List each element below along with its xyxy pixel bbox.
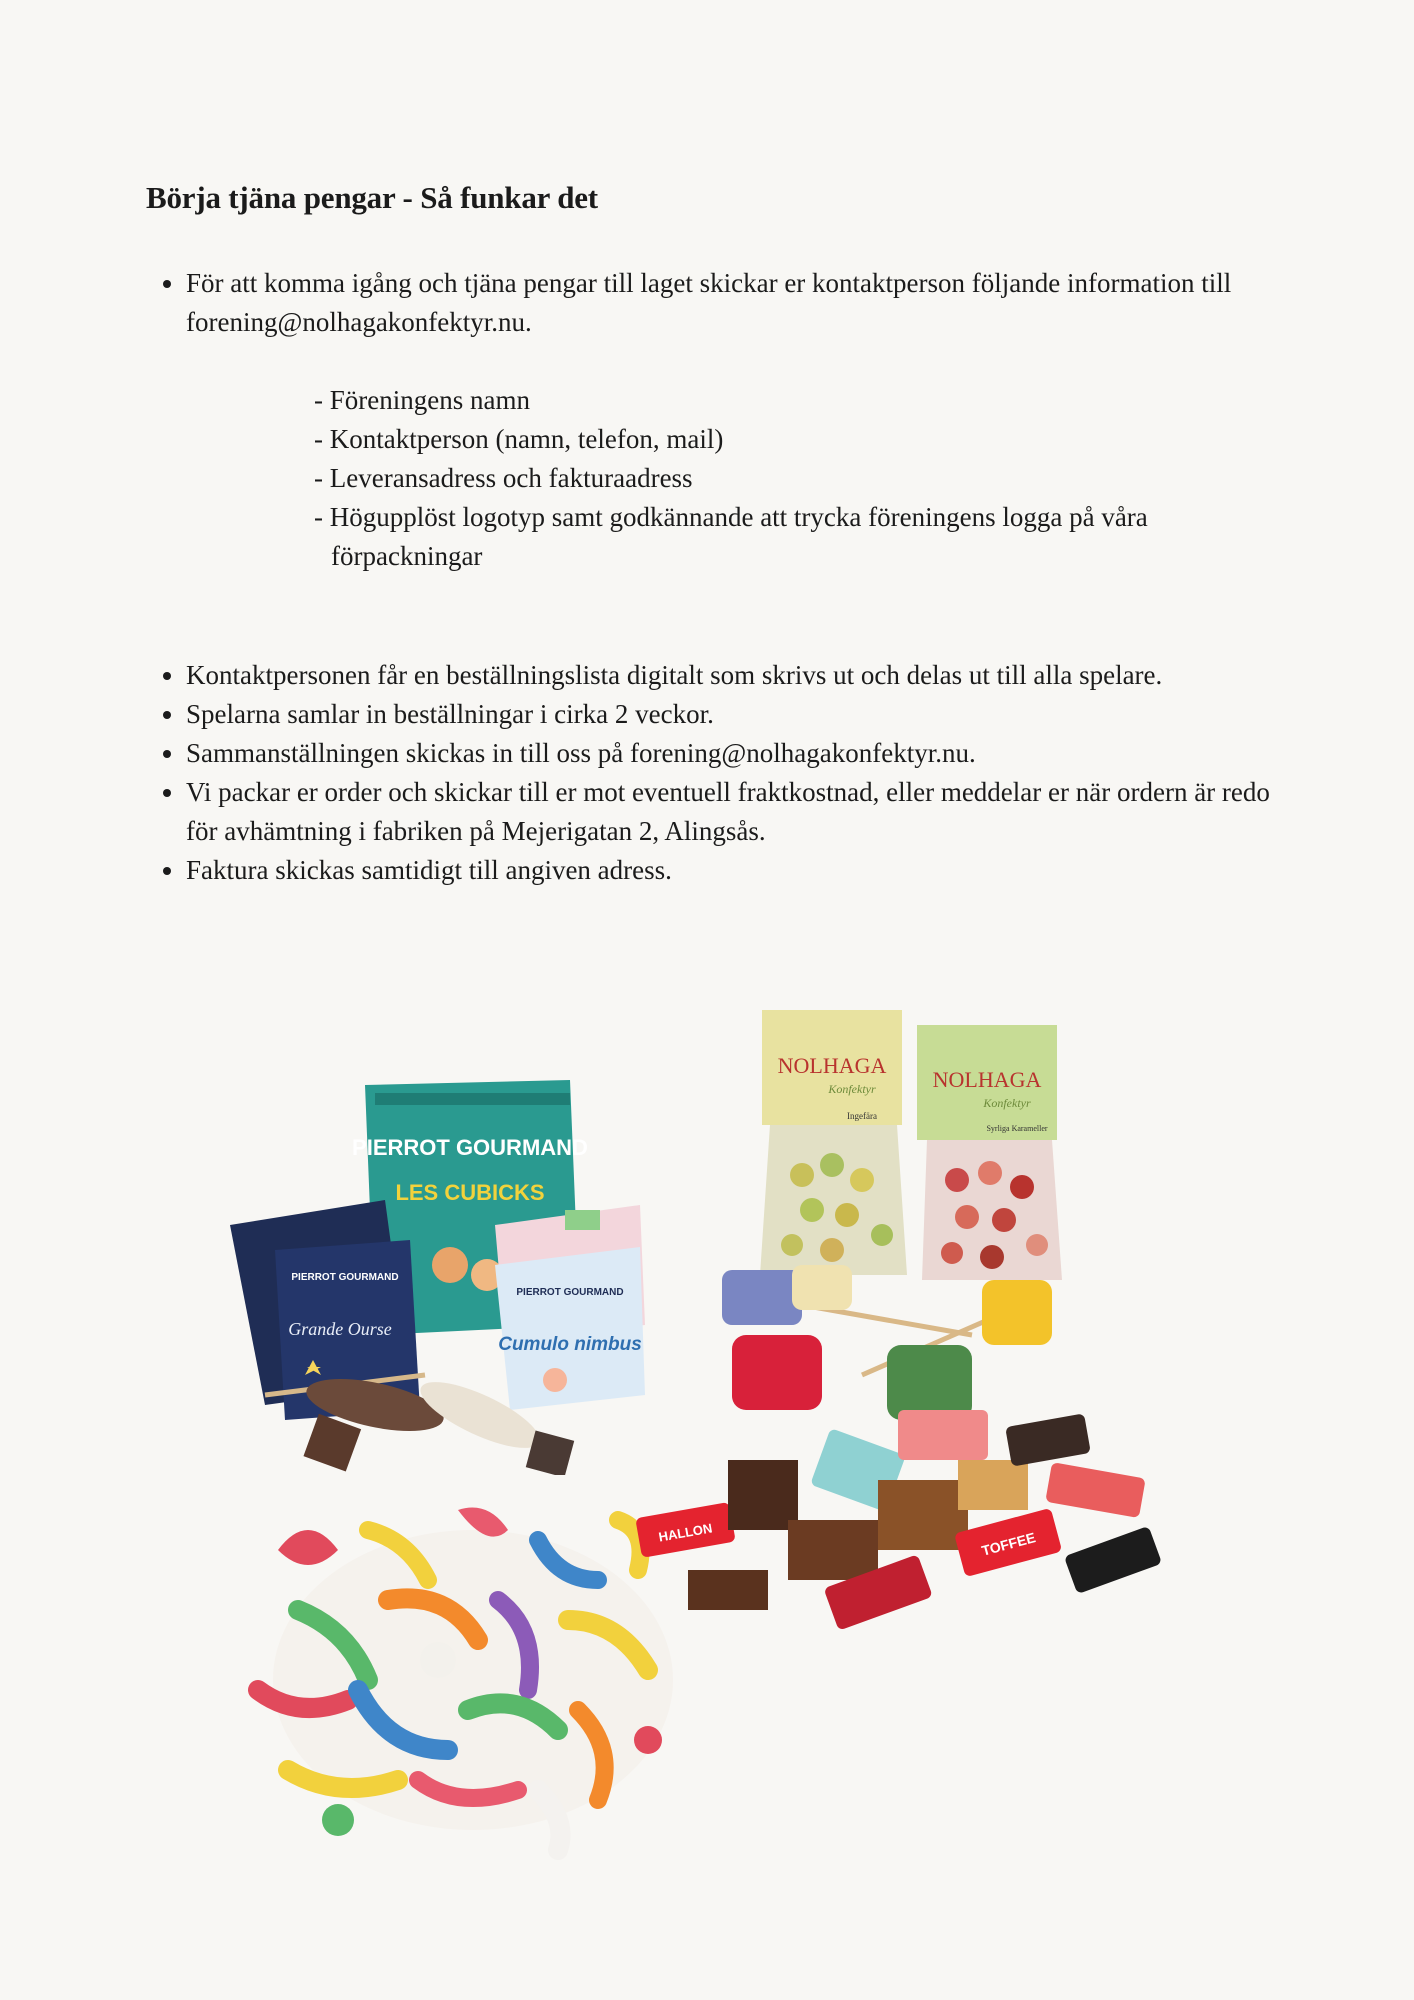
grande-ourse-text: Grande Ourse [288, 1319, 392, 1339]
hallon-wrapper-text: HALLON [657, 1520, 714, 1545]
steps-list [146, 656, 1296, 890]
les-cubicks-text: LES CUBICKS [395, 1180, 545, 1205]
list-item: • Vi packar er order och skickar till er mot eventuell fraktkostnad, eller meddelar er när ordern är redo för avhämtning i fabriken på Mejerigatan 2, Alingsås. [186, 773, 1296, 851]
toffee-fudge-image [628, 1400, 1198, 1630]
pierrot-brand-small-text: PIERROT GOURMAND [516, 1287, 624, 1298]
required-info-item: - Leveransadress och fakturaadress [314, 463, 693, 493]
required-info-item: - Högupplöst logotyp samt godkännande att trycka föreningens logga på våra förpackningar [314, 502, 1148, 571]
lollipops [722, 1265, 1052, 1420]
gummy-pile [258, 1508, 673, 1851]
list-item: • Kontaktpersonen får en beställningslista digitalt som skrivs ut och delas ut till alla spelare. [186, 656, 1296, 695]
required-info-item: - Kontaktperson (namn, telefon, mail) [314, 424, 724, 454]
list-item: • Spelarna samlar in beställningar i cirka 2 veckor. [186, 695, 1296, 734]
cumulo-nimbus-text: Cumulo nimbus [498, 1334, 642, 1355]
nolhaga-sub-text: Konfektyr [983, 1096, 1031, 1110]
syrliga-text: Syrliga Karameller [986, 1124, 1048, 1133]
required-info-list [314, 381, 1214, 576]
toffee-pile [635, 1410, 1162, 1630]
toffee-wrapper-text: TOFFEE [979, 1529, 1038, 1559]
pierrot-gourmand-products-image [225, 1075, 650, 1475]
list-item: • Sammanställningen skickas in till oss på forening@nolhagakonfektyr.nu. [186, 734, 1296, 773]
nolhaga-bag-ingefara [760, 1010, 907, 1275]
page-heading: Börja tjäna pengar - Så funkar det [146, 180, 598, 215]
required-info-item: - Föreningens namn [314, 385, 530, 415]
pierrot-brand-small-text: PIERROT GOURMAND [291, 1272, 399, 1283]
cumulo-nimbus-bag [495, 1247, 645, 1410]
list-item: • Faktura skickas samtidigt till angiven adress. [186, 851, 1296, 890]
steps-list-intro [146, 264, 1296, 342]
list-item: • För att komma igång och tjäna pengar till laget skickar er kontaktperson följande information till forening@nolhagakonfektyr.nu. [186, 264, 1296, 342]
ingefara-text: Ingefära [847, 1111, 877, 1121]
pierrot-brand-text: PIERROT GOURMAND [352, 1135, 588, 1160]
nolhaga-products-image [722, 1005, 1082, 1425]
nolhaga-bag-syrliga [917, 1025, 1062, 1280]
nolhaga-brand-text: NOLHAGA [932, 1067, 1042, 1092]
nolhaga-sub-text: Konfektyr [828, 1082, 876, 1096]
nolhaga-brand-text: NOLHAGA [777, 1053, 887, 1078]
